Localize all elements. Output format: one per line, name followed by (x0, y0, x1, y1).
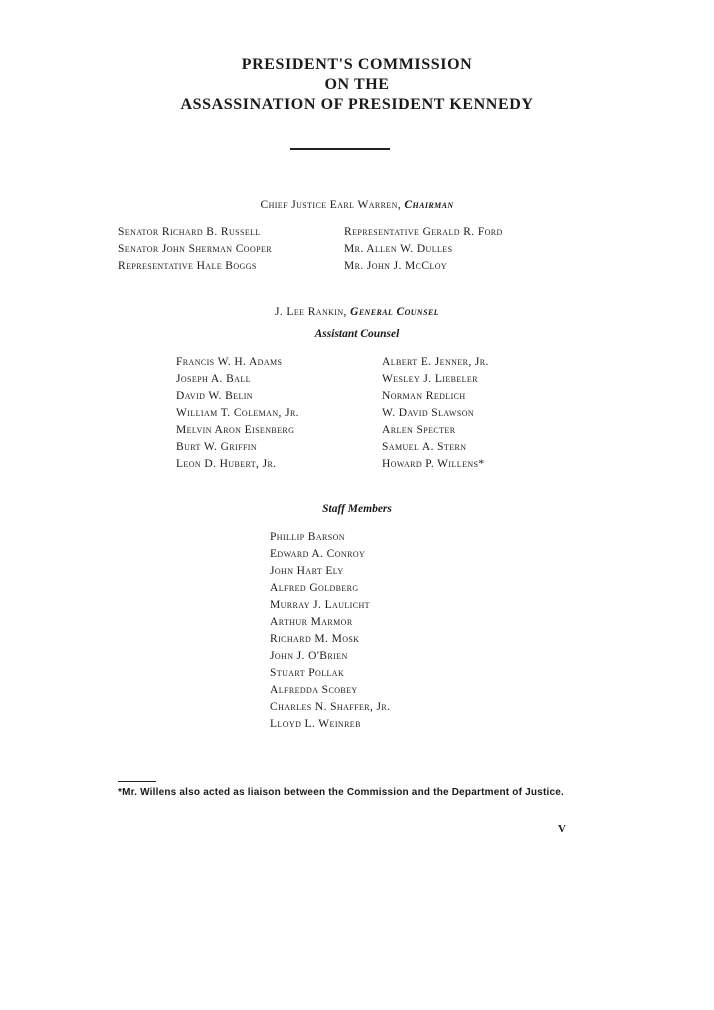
counsel-name: Howard P. Willens* (382, 458, 485, 470)
title-line-1: PRESIDENT'S COMMISSION (241, 56, 473, 73)
member-name: Representative Gerald R. Ford (344, 226, 503, 238)
counsel-name: Joseph A. Ball (176, 373, 251, 385)
staff-name: Arthur Marmor (270, 616, 353, 628)
member-name: Senator Richard B. Russell (118, 226, 261, 238)
counsel-name: David W. Belin (176, 390, 253, 402)
footnote-divider (118, 781, 156, 782)
counsel-name: Melvin Aron Eisenberg (176, 424, 295, 436)
counsel-name: Albert E. Jenner, Jr. (382, 356, 489, 368)
staff-name: Alfred Goldberg (270, 582, 359, 594)
staff-heading: Staff Members (322, 503, 392, 515)
assistant-counsel-heading: Assistant Counsel (314, 328, 400, 340)
footnote: *Mr. Willens also acted as liaison between the Commission and the Department of Justice. (118, 787, 564, 798)
staff-name: Phillip Barson (270, 531, 345, 543)
chairman-name: Chief Justice Earl Warren, (260, 199, 402, 211)
title-divider (290, 148, 390, 150)
general-counsel-name: J. Lee Rankin, (275, 306, 347, 318)
counsel-name: W. David Slawson (382, 407, 475, 419)
staff-name: Richard M. Mosk (270, 633, 360, 645)
assistant-counsel-right-column (382, 354, 489, 473)
general-counsel-line (0, 304, 714, 321)
counsel-name: Leon D. Hubert, Jr. (176, 458, 277, 470)
staff-name: Murray J. Laulicht (270, 599, 370, 611)
counsel-name: William T. Coleman, Jr. (176, 407, 299, 419)
counsel-name: Norman Redlich (382, 390, 466, 402)
title-line-2: ON THE (324, 76, 390, 93)
staff-name: Edward A. Conroy (270, 548, 366, 560)
counsel-name: Burt W. Griffin (176, 441, 258, 453)
member-name: Mr. Allen W. Dulles (344, 243, 453, 255)
staff-name: John J. O'Brien (270, 650, 348, 662)
staff-name: Lloyd L. Weinreb (270, 718, 361, 730)
staff-name: John Hart Ely (270, 565, 344, 577)
counsel-name: Samuel A. Stern (382, 441, 467, 453)
member-name: Senator John Sherman Cooper (118, 243, 272, 255)
counsel-name: Wesley J. Liebeler (382, 373, 478, 385)
counsel-name: Francis W. H. Adams (176, 356, 283, 368)
page-number: V (558, 823, 566, 835)
staff-column (270, 529, 390, 733)
member-name: Mr. John J. McCloy (344, 260, 448, 272)
chairman-line (0, 197, 714, 214)
title-line-3: ASSASSINATION OF PRESIDENT KENNEDY (180, 96, 534, 113)
member-name: Representative Hale Boggs (118, 260, 257, 272)
staff-name: Stuart Pollak (270, 667, 345, 679)
counsel-name: Arlen Specter (382, 424, 456, 436)
general-counsel-title: General Counsel (350, 306, 439, 318)
members-right-column (344, 224, 503, 275)
members-left-column (118, 224, 272, 275)
chairman-title: Chairman (404, 199, 454, 211)
staff-name: Alfredda Scobey (270, 684, 358, 696)
staff-name: Charles N. Shaffer, Jr. (270, 701, 391, 713)
assistant-counsel-left-column (176, 354, 299, 473)
